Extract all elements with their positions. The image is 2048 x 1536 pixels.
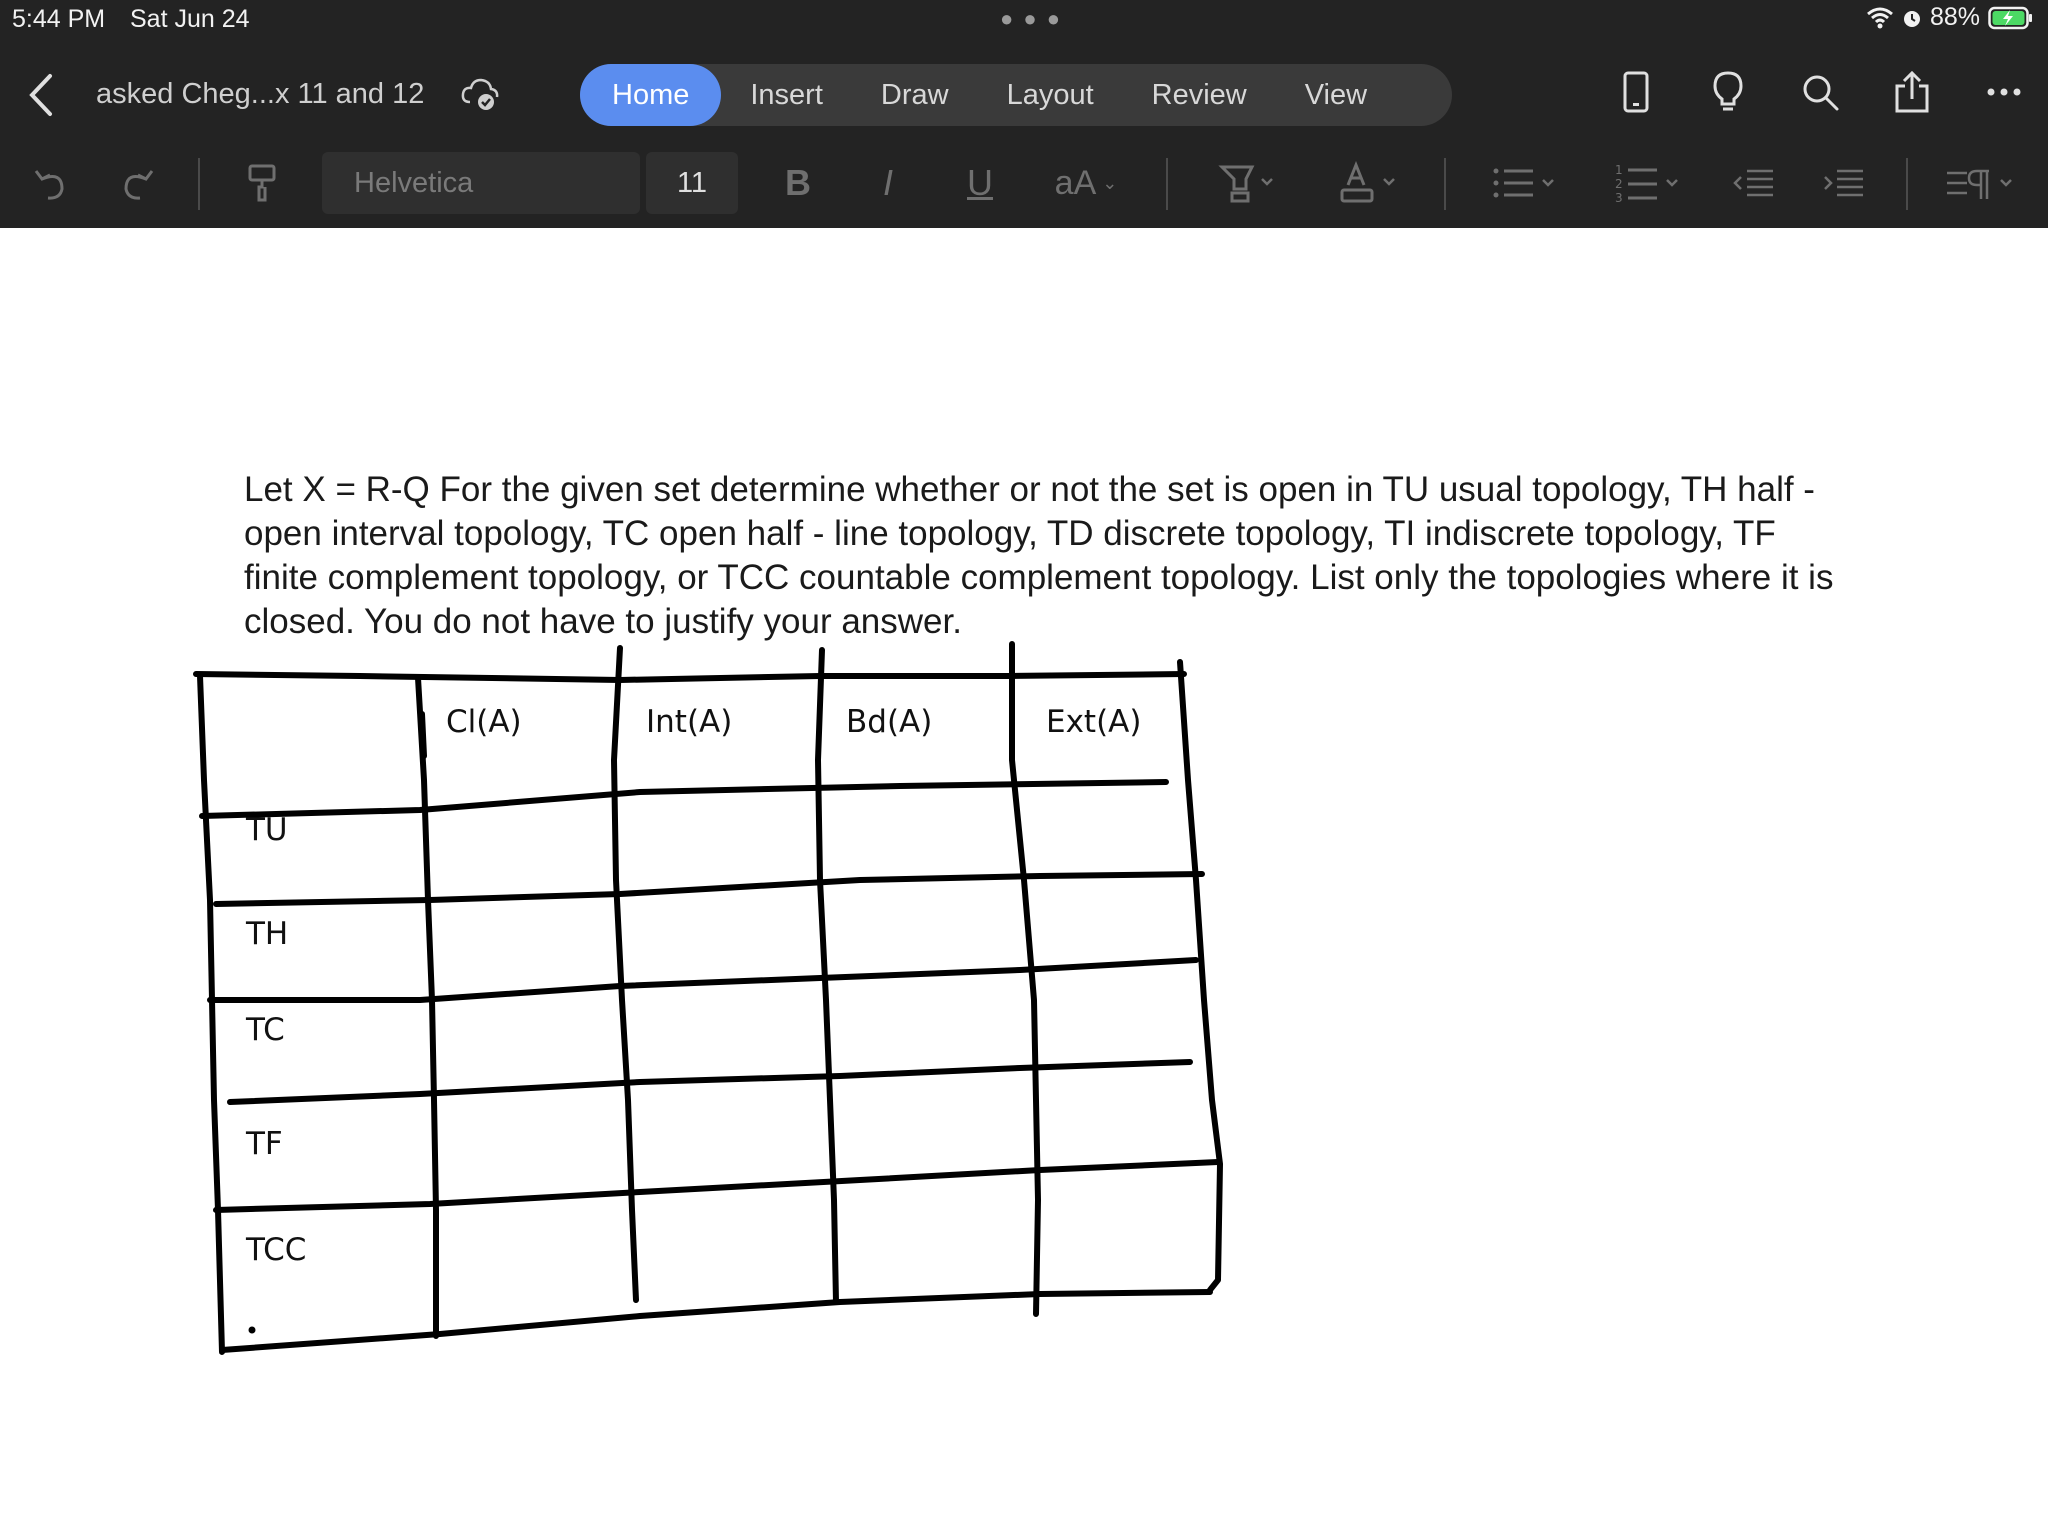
bold-button[interactable]: B (785, 162, 811, 203)
column-header-int: Int(A) (646, 704, 733, 740)
status-date: Sat Jun 24 (130, 5, 250, 33)
table-line (230, 1062, 1190, 1102)
chevron-down-icon: ⌄ (1102, 172, 1118, 193)
battery-percent: 88% (1929, 3, 1980, 31)
document-title[interactable]: asked Cheg...x 11 and 12 (96, 78, 425, 110)
font-size-input[interactable]: 11 (646, 152, 738, 214)
row-header-tf: TF (246, 1126, 283, 1162)
table-line (1012, 644, 1038, 1314)
table-line (614, 648, 636, 1300)
font-size-toggle-label: aA (1054, 163, 1097, 202)
svg-text:1: 1 (1615, 163, 1623, 177)
table-line (222, 1292, 1210, 1350)
row-header-tcc: TCC (246, 1232, 307, 1268)
column-header-cl: Cl(A) (446, 704, 522, 740)
table-line (196, 674, 1184, 680)
stray-dot (249, 1327, 256, 1334)
table-line (200, 676, 222, 1352)
tab-layout[interactable]: Layout (1006, 79, 1094, 111)
row-header-tc: TC (246, 1012, 285, 1048)
tab-review[interactable]: Review (1151, 79, 1247, 111)
table-line (202, 782, 1166, 816)
underline-button[interactable]: U (967, 162, 993, 203)
table-line (216, 874, 1202, 904)
font-family-input[interactable]: Helvetica (322, 152, 640, 214)
svg-text:3: 3 (1615, 191, 1623, 205)
italic-button[interactable]: I (882, 162, 893, 203)
table-line (216, 1162, 1218, 1210)
multitasking-dots-icon[interactable]: ● ● ● (1000, 6, 1063, 31)
tab-draw[interactable]: Draw (880, 79, 949, 111)
svg-text:2: 2 (1615, 177, 1623, 191)
table-line (210, 960, 1196, 1000)
column-header-ext: Ext(A) (1046, 704, 1142, 740)
tab-home[interactable]: Home (580, 64, 721, 126)
table-line (422, 714, 424, 756)
tab-insert[interactable]: Insert (750, 79, 823, 111)
table-line (418, 678, 436, 1336)
status-time: 5:44 PM (12, 5, 106, 33)
row-header-th: TH (246, 916, 289, 952)
column-header-bd: Bd(A) (846, 704, 933, 740)
question-text: Let X = R-Q For the given set determine whether or not the set is open in TU usual topology, TH half - open interval topology, TC open half - line topology, TD discrete topology, TI indiscrete topology, TF finite complement topology, or TCC countable complement topology. List only the topologies where it is closed. You do not have to justify your answer. (244, 470, 1834, 641)
tab-view[interactable]: View (1304, 79, 1368, 111)
row-header-tu: TU (246, 812, 288, 848)
table-line (1180, 662, 1220, 1290)
